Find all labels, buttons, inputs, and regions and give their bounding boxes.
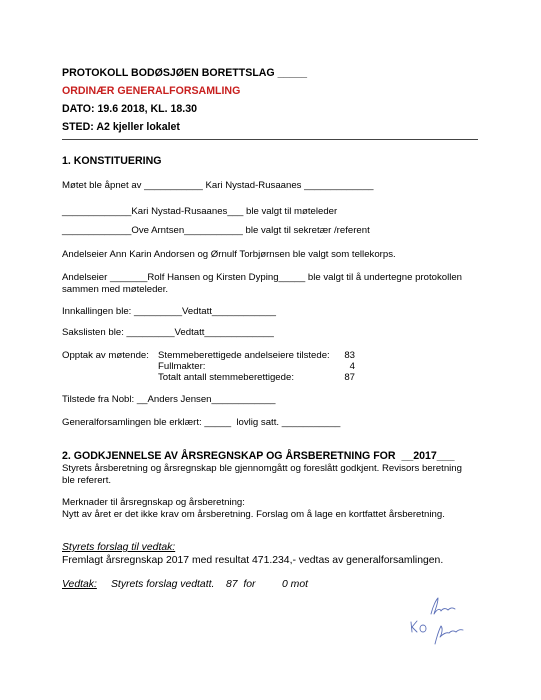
chair-line: _____________Kari Nystad-Rusaanes___ ble valgt til møteleder [62, 206, 338, 217]
votes-for: 87 for [226, 579, 256, 590]
section-2-text-1: Styrets årsberetning og årsregnskap ble gjennomgått og foreslått godkjent. Revisors beretning [62, 463, 462, 474]
attendance-row-label: Stemmeberettigede andelseiere tilstede: [158, 350, 330, 361]
attendance-label: Opptak av møtende: [62, 350, 149, 361]
counters-line: Andelseier Ann Karin Andorsen og Ørnulf Torbjørnsen ble valgt som tellekorps. [62, 249, 396, 260]
opened-by-line: Møtet ble åpnet av ___________ Kari Nystad-Rusaanes _____________ [62, 180, 374, 191]
header-divider [62, 139, 478, 140]
document-title: PROTOKOLL BODØSJØEN BORETTSLAG _____ [62, 67, 308, 79]
nobl-line: Tilstede fra Nobl: __Anders Jensen____________ [62, 394, 276, 405]
declared-line: Generalforsamlingen ble erklært: _____ lovlig satt. ___________ [62, 417, 341, 428]
meeting-date: DATO: 19.6 2018, KL. 18.30 [62, 103, 198, 115]
handwritten-initials [405, 592, 480, 650]
attendance-row-value: 4 [349, 361, 355, 372]
votes-against: 0 mot [282, 579, 308, 590]
decision-text: Styrets forslag vedtatt. [111, 579, 215, 590]
remarks-label: Merknader til årsregnskap og årsberetning: [62, 497, 245, 508]
notice-line: Innkallingen ble: _________Vedtatt____________ [62, 306, 276, 317]
section-2-heading: 2. GODKJENNELSE AV ÅRSREGNSKAP OG ÅRSBERETNING FOR __2017___ [62, 450, 455, 462]
attendance-row-label: Fullmakter: [158, 361, 206, 372]
proposal-text: Fremlagt årsregnskap 2017 med resultat 471.234,- vedtas av generalforsamlingen. [62, 555, 444, 566]
attendance-row-label: Totalt antall stemmeberettigede: [158, 372, 294, 383]
meeting-place: STED: A2 kjeller lokalet [62, 121, 180, 133]
attendance-row-value: 87 [344, 372, 355, 383]
remarks-text: Nytt av året er det ikke krav om årsberetning. Forslag om å lage en kortfattet årsberetning. [62, 509, 445, 520]
proposal-label: Styrets forslag til vedtak: [62, 542, 176, 553]
attendance-row-value: 83 [344, 350, 355, 361]
decision-label: Vedtak: [62, 579, 97, 590]
meeting-type: ORDINÆR GENERALFORSAMLING [62, 85, 241, 97]
agenda-line: Sakslisten ble: _________Vedtatt_____________ [62, 327, 274, 338]
secretary-line: _____________Ove Arntsen___________ ble valgt til sekretær /referent [62, 225, 370, 236]
section-1-heading: 1. KONSTITUERING [62, 155, 162, 167]
section-2-text-2: ble referert. [62, 475, 112, 486]
signers-line-1: Andelseier _______Rolf Hansen og Kirsten Dyping_____ ble valgt til å undertegne protokollen [62, 272, 463, 283]
signers-line-2: sammen med møteleder. [62, 284, 169, 295]
